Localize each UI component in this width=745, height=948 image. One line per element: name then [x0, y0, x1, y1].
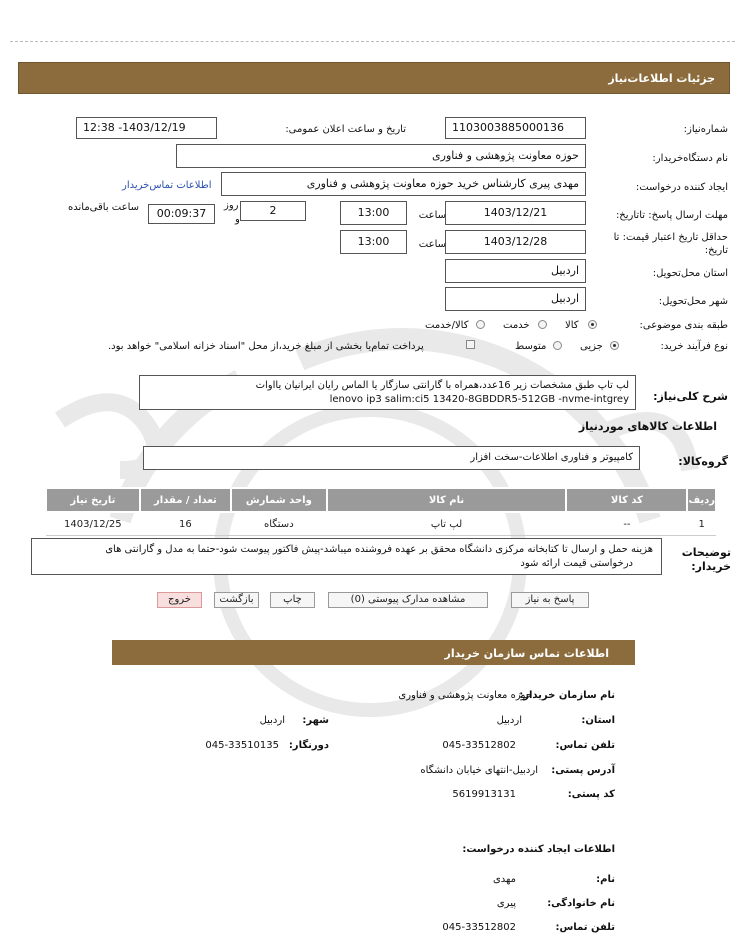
contact-province-value: اردبیل: [496, 715, 522, 726]
creator-phone-value: 045-33512802: [442, 922, 516, 933]
print-button[interactable]: چاپ: [270, 592, 315, 608]
contact-city-label: شهر:: [302, 715, 329, 726]
postal-value: 5619913131: [452, 789, 516, 800]
goods-table: [45, 487, 717, 536]
exit-button[interactable]: خروج: [157, 592, 202, 608]
table-row: [46, 512, 716, 536]
buyer-field: حوزه معاونت پژوهشی و فناوری: [176, 144, 586, 168]
col-unit: واحد شمارش: [231, 488, 326, 512]
cell-unit: دستگاه: [231, 512, 326, 536]
details-title: جزئیات اطلاعات‌نیاز: [608, 72, 715, 85]
validity-label-2: تاریخ:: [704, 245, 728, 256]
remaining-label: ساعت باقی‌مانده: [68, 202, 140, 213]
goods-group-label: گروه‌کالا:: [678, 455, 728, 468]
days-field: 2: [240, 201, 306, 221]
creator-family-value: پیری: [496, 898, 516, 909]
contact-phone-value: 045-33512802: [442, 740, 516, 751]
treasury-payment-note: پرداخت تمام‌یا بخشی از مبلغ خرید،از محل "اسناد خزانه اسلامی" خواهد بود.: [108, 341, 424, 352]
validity-date-field: 1403/12/28: [445, 230, 586, 254]
contact-header: [112, 640, 635, 665]
goods-group-field: کامپیوتر و فناوری اطلاعات-سخت افزار: [143, 446, 640, 470]
category-option-goods: کالا: [565, 320, 579, 331]
address-value: اردبیل-انتهای خیابان دانشگاه: [420, 765, 538, 776]
notes-box: [31, 538, 662, 575]
deadline-label: مهلت ارسال پاسخ: تاتاریخ:: [615, 210, 728, 221]
and-label: و: [235, 214, 240, 225]
buyer-label: نام دستگاه‌خریدار:: [652, 153, 728, 164]
col-code: کد کالا: [566, 488, 687, 512]
creator-label: ایجاد کننده درخواست:: [635, 182, 728, 193]
process-radio-medium[interactable]: [553, 341, 562, 350]
announce-label: تاریخ و ساعت اعلان عمومی:: [285, 124, 406, 135]
process-radio-minor[interactable]: [610, 341, 619, 350]
summary-box: [139, 375, 636, 410]
creator-info-title: اطلاعات ایجاد کننده درخواست:: [462, 844, 615, 855]
creator-family-label: نام خانوادگی:: [547, 898, 615, 909]
attachments-button[interactable]: مشاهده مدارک پیوستی (0): [328, 592, 488, 608]
process-option-minor: جزیی: [580, 341, 603, 352]
category-option-service: خدمت: [503, 320, 530, 331]
col-qty: تعداد / مقدار: [140, 488, 231, 512]
creator-field: مهدی پیری کارشناس خرید حوزه معاونت پژوهشی و فناوری: [221, 172, 586, 196]
creator-phone-label: تلفن تماس:: [555, 922, 615, 933]
summary-line-1: لپ تاپ طبق مشخصات زیر 16عدد،همراه با گارانتی سازگار یا الماس رایان ایرانیان یااوات: [255, 380, 629, 391]
back-button[interactable]: بازگشت: [214, 592, 259, 608]
category-radio-service[interactable]: [538, 320, 547, 329]
province-field: اردبیل: [445, 259, 586, 283]
org-value: حوزه معاونت پژوهشی و فناوری: [398, 690, 532, 701]
cell-qty: 16: [140, 512, 231, 536]
deadline-time-label: ساعت: [418, 210, 446, 221]
col-date: تاریخ نیاز: [46, 488, 140, 512]
cell-code: --: [566, 512, 687, 536]
contact-fax-label: دورنگار:: [288, 740, 329, 751]
process-option-medium: متوسط: [515, 341, 547, 352]
notes-label-2: خریدار:: [691, 560, 731, 573]
address-label: آدرس پستی:: [551, 765, 615, 776]
need-number-label: شماره‌نیاز:: [683, 124, 728, 135]
cell-date: 1403/12/25: [46, 512, 140, 536]
city-field: اردبیل: [445, 287, 586, 311]
details-header: [18, 62, 730, 94]
notes-label-1: توضیحات: [681, 546, 731, 559]
treasury-payment-checkbox[interactable]: [466, 340, 475, 349]
creator-name-label: نام:: [596, 874, 615, 885]
category-option-goods-service: کالا/خدمت: [425, 320, 469, 331]
announce-field: 1403/12/19- 12:38: [76, 117, 217, 139]
validity-time-label: ساعت: [418, 239, 446, 250]
validity-time-field: 13:00: [340, 230, 407, 254]
city-label: شهر محل‌تحویل:: [658, 296, 728, 307]
col-name: نام کالا: [327, 488, 567, 512]
contact-province-label: استان:: [581, 715, 615, 726]
category-radio-goods-service[interactable]: [476, 320, 485, 329]
process-label: نوع فرآیند خرید:: [660, 341, 728, 352]
notes-line-2: درخواستی قیمت ارائه شود: [520, 558, 633, 569]
contact-city-value: اردبیل: [259, 715, 285, 726]
validity-label-1: حداقل تاریخ اعتبار قیمت: تا: [613, 232, 728, 243]
summary-line-2: lenovo ip3 salim:ci5 13420-8GBDDR5-512GB -nvme-intgrey: [329, 394, 629, 405]
deadline-time-field: 13:00: [340, 201, 407, 225]
contact-fax-value: 045-33510135: [205, 740, 279, 751]
category-radio-goods[interactable]: [588, 320, 597, 329]
deadline-date-field: 1403/12/21: [445, 201, 586, 225]
goods-section-title: اطلاعات کالاهای موردنیاز: [578, 420, 717, 433]
notes-line-1: هزینه حمل و ارسال تا کتابخانه مرکزی دانشگاه محقق بر عهده فروشنده میباشد-پیش فاکتور پیوست شود-حتما به مدل و گارانتی های: [105, 544, 653, 555]
days-label: روز: [224, 200, 239, 211]
buyer-contact-link[interactable]: اطلاعات تماس‌خریدار: [122, 180, 212, 191]
remaining-time-field: 00:09:37: [148, 204, 215, 224]
category-label: طبقه بندی موضوعی:: [639, 320, 728, 331]
reply-button[interactable]: پاسخ به نیاز: [511, 592, 589, 608]
province-label: استان محل‌تحویل:: [652, 268, 728, 279]
contact-phone-label: تلفن تماس:: [555, 740, 615, 751]
cell-row: 1: [687, 512, 716, 536]
cell-name: لپ تاپ: [327, 512, 567, 536]
col-row: ردیف: [687, 488, 716, 512]
creator-name-value: مهدی: [492, 874, 516, 885]
contact-title: اطلاعات تماس سازمان خریدار: [444, 647, 609, 660]
postal-label: کد پستی:: [567, 789, 615, 800]
top-divider: [10, 41, 735, 42]
summary-label: شرح کلی‌نیاز:: [653, 390, 728, 403]
need-number-field: 1103003885000136: [445, 117, 586, 139]
org-label: نام سازمان خریدار:: [519, 690, 615, 701]
